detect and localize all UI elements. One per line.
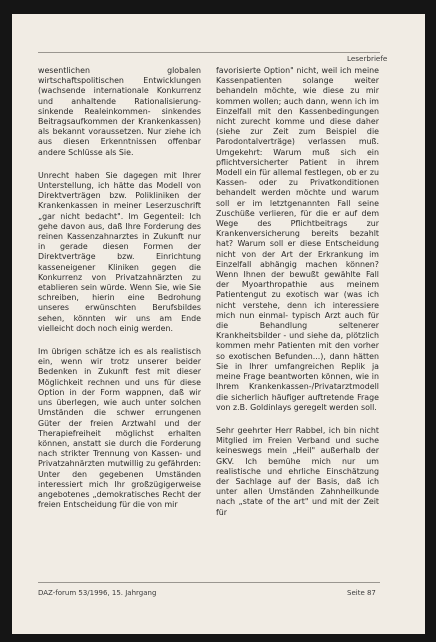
paragraph: Im übrigen schätze ich es als realistisch ein, wenn wir trotz unserer beider Bedenken in Zukunft fest mit dieser Möglichkeit rechnen und uns für diese Option in der Form wappnen, daß wir uns überlegen, wie auch unter solchen Umständen die schwer errungenen Güter der freien Arztwahl und der Therapiefreiheit möglichst erhalten können, anstatt sie durch die Forderung nach strikter Trennung von Kassen- und Privatzahnärzten mutwillig zu gefährden: Unter den gegebenen Umständen interessiert mich Ihr großzügigerweise angebotenes „demokratisches Recht der freien Entscheidung für die von mir bbox=[38, 347, 201, 510]
section-header: Leserbriefe bbox=[347, 54, 388, 63]
page-number: Seite 87 bbox=[347, 589, 376, 597]
right-column bbox=[216, 66, 379, 518]
paragraph: favorisierte Option" nicht, weil ich meine Kassenpatienten solange weiter behandeln möchte, wie diese zu mir kommen wollen; auch dann, wenn ich im Einzelfall mit den Kassenbedingungen nicht zurecht komme und diese daher (siehe zur Zeit zum Beispiel die Parodontalverträge) verlassen muß. Umgekehrt: Warum muß sich ein pflichtversicherter Patient in ihrem Modell ein für allemal festlegen, ob er zu Kassen- oder zu Privatkonditionen behandelt werden möchte und warum soll er im letztgenannten Fall seine Zuschüße verlieren, für die er auf dem Wege des Pflichtbeitrags zur Krankenversicherung bereits bezahlt hat? Warum soll er diese Entscheidung nicht von der Art der Erkrankung im Einzelfall abhängig machen können? Wenn Ihnen der bewußt gewählte Fall der Myoarthropathie aus meinem Patientengut zu exotisch war (was ich nicht verstehe, denn ich interessiere mich nun einmal- typisch Arzt auch für die Behandlung seltenerer Krankheitsbilder - und siehe da, plötzlich kommen mehr Patienten mit den vorher so exotischen Befunden...), dann hätten Sie in Ihrer umfangreichen Replik ja meine Frage beantworten können, wie in Ihrem Krankenkassen-/Privatarztmodell die sicherlich häufiger auftretende Frage von z.B. Goldinlays geregelt werden soll. bbox=[216, 66, 379, 412]
header-rule bbox=[38, 52, 380, 53]
left-column bbox=[38, 66, 201, 510]
paragraph: wesentlichen globalen wirtschaftspolitischen Entwicklungen (wachsende internationale Konkurrenz und anhaltende Rationalisierung- sinkende Realeinkommen- sinkendes Beitragsaufkommen der Krankenkassen) als bekannt voraussetzen. Nur ziehe ich aus diesen Erkenntnissen offenbar andere Schlüsse als Sie. bbox=[38, 66, 201, 157]
publication-info: DAZ-forum 53/1996, 15. Jahrgang bbox=[38, 589, 157, 597]
footer-rule bbox=[38, 582, 380, 583]
paragraph: Unrecht haben Sie dagegen mit Ihrer Unterstellung, ich hätte das Modell von Direktverträgen bzw. Polikliniken der Krankenkassen in meiner Leserzuschrift „gar nicht bedacht". Im Gegenteil: Ich gehe davon aus, daß Ihre Forderung des reinen Kassenzahnarztes in Zukunft nur in gerade diesen Formen der Direktverträge bzw. Einrichtung kasseneigener Kliniken gegen die Konkurrenz von Privatzahnärzten zu etablieren sein würde. Wenn Sie, wie Sie schreiben, hierin eine Bedrohung unseres erwünschten Berufsbildes sehen, könnten wir uns am Ende vielleicht doch noch einig werden. bbox=[38, 170, 201, 333]
paragraph: Sehr geehrter Herr Rabbel, ich bin nicht Mitglied im Freien Verband und suche keineswegs mein „Heil" außerhalb der GKV. Ich bemühe mich nur um realistische und ehrliche Einschätzung der Sachlage auf der Basis, daß ich unter allen Umständen Zahnheilkunde nach „state of the art" und mit der Zeit für bbox=[216, 425, 379, 517]
